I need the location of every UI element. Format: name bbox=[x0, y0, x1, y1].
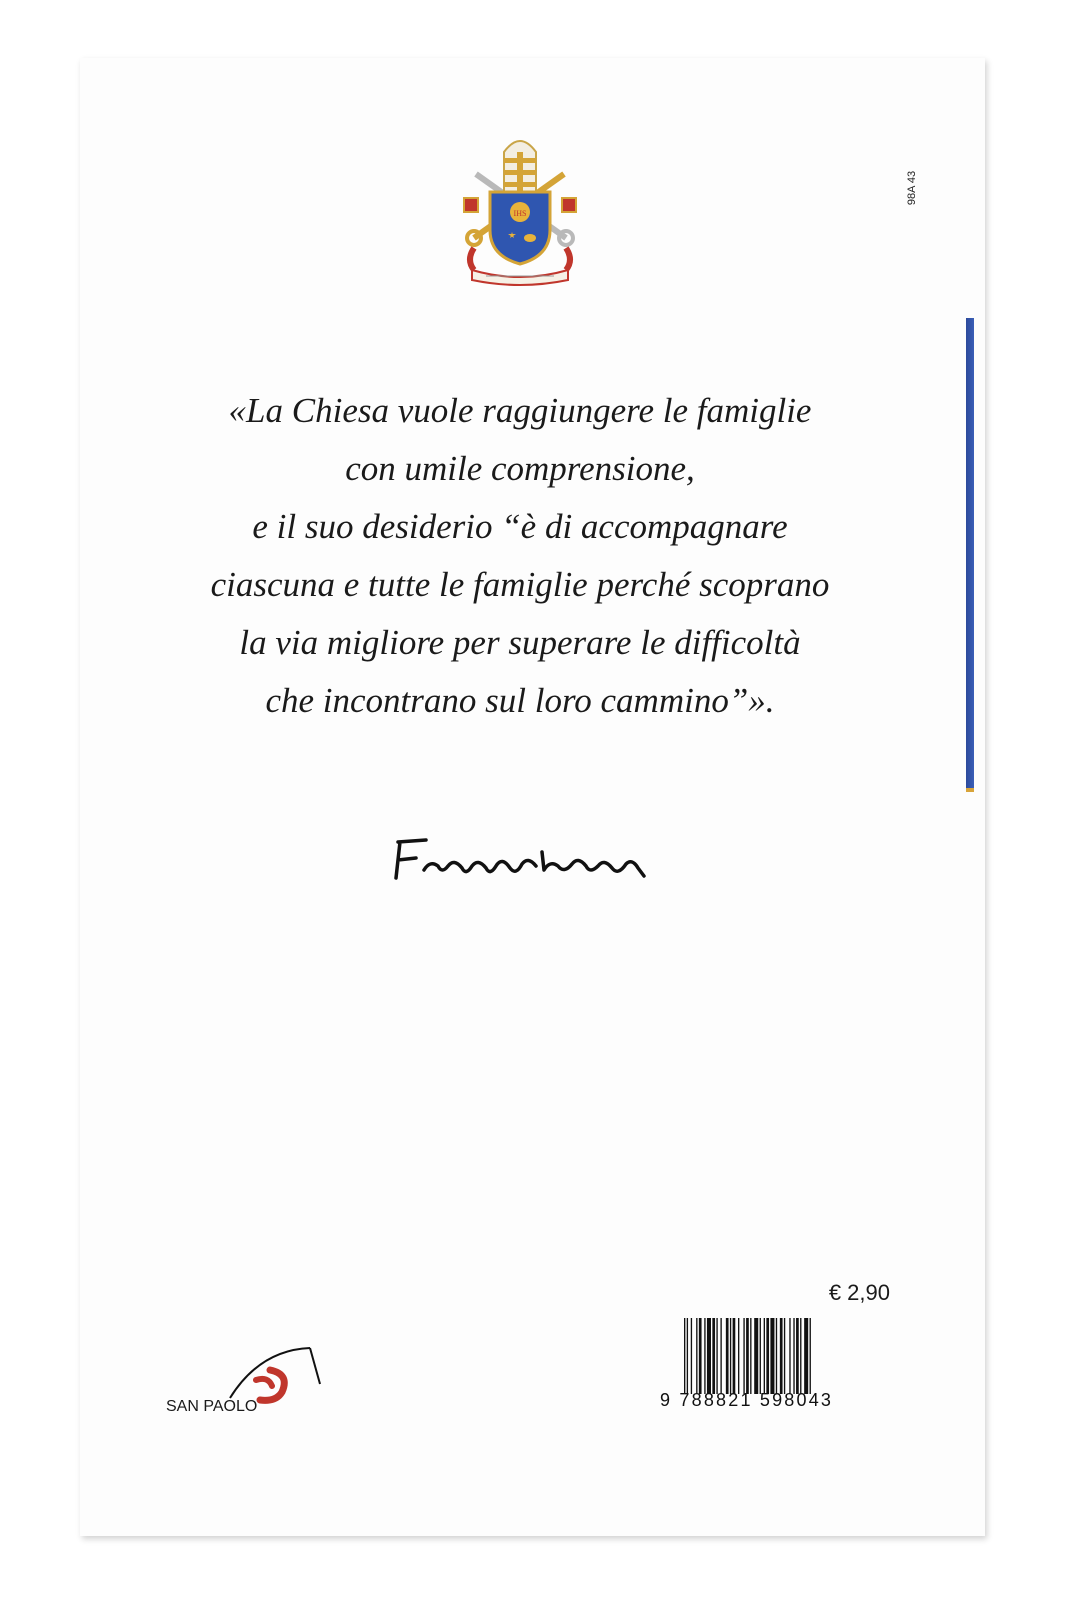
quote-line: la via migliore per superare le difficoltà bbox=[239, 623, 801, 662]
publisher-name: SAN PAOLO bbox=[166, 1398, 258, 1415]
price-label: € 2,90 bbox=[828, 1280, 890, 1305]
papal-coat-of-arms-icon bbox=[456, 130, 584, 290]
quote-line: che incontrano sul loro cammino”». bbox=[265, 681, 775, 720]
isbn-barcode bbox=[660, 1318, 882, 1410]
quote-block bbox=[150, 382, 890, 730]
mitre-icon bbox=[504, 141, 536, 192]
book-code: 98A 43 bbox=[906, 170, 918, 206]
quote-line: ciascuna e tutte le famiglie perché scoprano bbox=[210, 565, 830, 604]
quote-line: con umile comprensione, bbox=[345, 449, 695, 488]
quote-line: «La Chiesa vuole raggiungere le famiglie bbox=[228, 391, 812, 430]
barcode-number: 9 788821 598043 bbox=[660, 1390, 834, 1410]
quote-line: e il suo desiderio “è di accompagnare bbox=[252, 507, 788, 546]
signature-franciscus bbox=[386, 830, 656, 890]
barcode-bars-icon bbox=[684, 1318, 874, 1394]
svg-text:IHS: IHS bbox=[513, 209, 527, 218]
spine-color-strip bbox=[966, 318, 974, 788]
shield-icon bbox=[490, 192, 550, 264]
